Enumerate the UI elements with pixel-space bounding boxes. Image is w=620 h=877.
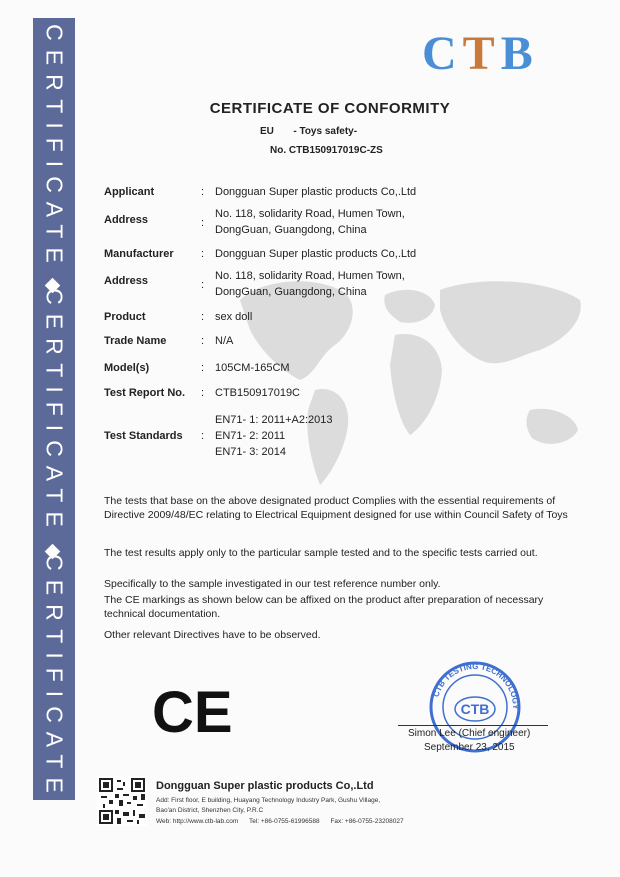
field-value-line2: DongGuan, Guangdong, China [215,224,367,236]
footer-contact-line: Web: http://www.ctb-lab.com Tel: +86-0755-61996588 Fax: +86-0755-23208027 [156,818,404,825]
field-colon: : [201,335,205,347]
field-label: Address [104,275,149,287]
logo-letter-c: C [422,27,463,80]
signature-line [398,725,548,726]
field-value: Dongguan Super plastic products Co,.Ltd [215,248,417,260]
paragraph-ce-marking: The CE markings as shown below can be affixed on the product after preparation of necessary technical documentation. [104,594,544,620]
field-label: Applicant [104,186,155,198]
ce-mark-text: CE [152,680,233,740]
field-label: Trade Name [104,335,167,347]
document-title: CERTIFICATE OF CONFORMITY [209,100,451,117]
ctb-logo [422,26,582,80]
paragraph-scope: The test results apply only to the particular sample tested and to the specific tests carried out. [104,547,538,559]
field-value: N/A [215,335,234,347]
stamp-center-text: CTB [460,701,490,717]
field-value: sex doll [215,311,253,323]
sidebar-text [33,18,75,800]
field-value-line1: No. 118, solidarity Road, Humen Town, [215,270,405,282]
signature-date: September 23, 2015 [424,742,515,753]
field-colon: : [201,217,205,229]
sidebar-band [33,18,75,800]
paragraph-sample: Specifically to the sample investigated in our test reference number only. [104,578,441,590]
field-label: Test Report No. [104,387,186,399]
field-label: Test Standards [104,430,183,442]
ce-mark-icon [152,680,242,740]
field-colon: : [201,279,205,291]
field-colon: : [201,248,205,260]
footer-company-name: Dongguan Super plastic products Co,.Ltd [156,780,374,792]
logo-letter-b: B [500,27,539,80]
sidebar-word-2: CERTIFICATE [41,288,68,536]
field-colon: : [201,186,205,198]
logo-letter-t: T [462,27,501,80]
field-value: 105CM-165CM [215,362,290,374]
sidebar-word-1: CERTIFICATE [41,24,68,272]
field-colon: : [201,430,205,442]
paragraph-compliance: The tests that base on the above designated product Complies with the essential requirements of Directive 2009/48/EC relating to Electrical Equipment designed for use within Council Safety of Toys [104,495,568,521]
field-label: Product [104,311,146,323]
field-value-line2: DongGuan, Guangdong, China [215,286,367,298]
stamp-ring-text: CTB TESTING TECHNOLOGY [431,661,521,710]
field-value: CTB150917019C [215,387,301,399]
qr-code-icon [97,776,147,826]
document-subtitle: EU - Toys safety- [260,126,358,137]
footer-address-line2: Bao'an District, Shenzhen City, P.R.C [156,807,264,814]
field-colon: : [201,311,205,323]
field-colon: : [201,362,205,374]
field-label: Manufacturer [104,248,174,260]
field-value-line3: EN71- 3: 2014 [215,446,286,458]
footer-address-line1: Add: First floor, E building, Huayang Technology Industry Park, Gushu Village, [156,797,381,804]
field-value: Dongguan Super plastic products Co,.Ltd [215,186,417,198]
paragraph-other-directives: Other relevant Directives have to be observed. [104,629,321,641]
field-label: Model(s) [104,362,150,374]
signer-name: Simon Lee (Chief engineer) [408,728,531,739]
certificate-number: No. CTB150917019C-ZS [270,145,383,156]
field-label: Address [104,214,149,226]
field-value-line2: EN71- 2: 2011 [215,430,286,442]
sidebar-word-3: CERTIFICATE [41,554,68,802]
ctb-seal-stamp [428,660,522,754]
field-colon: : [201,387,205,399]
field-value-line1: No. 118, solidarity Road, Humen Town, [215,208,405,220]
field-value-line1: EN71- 1: 2011+A2:2013 [215,414,333,426]
